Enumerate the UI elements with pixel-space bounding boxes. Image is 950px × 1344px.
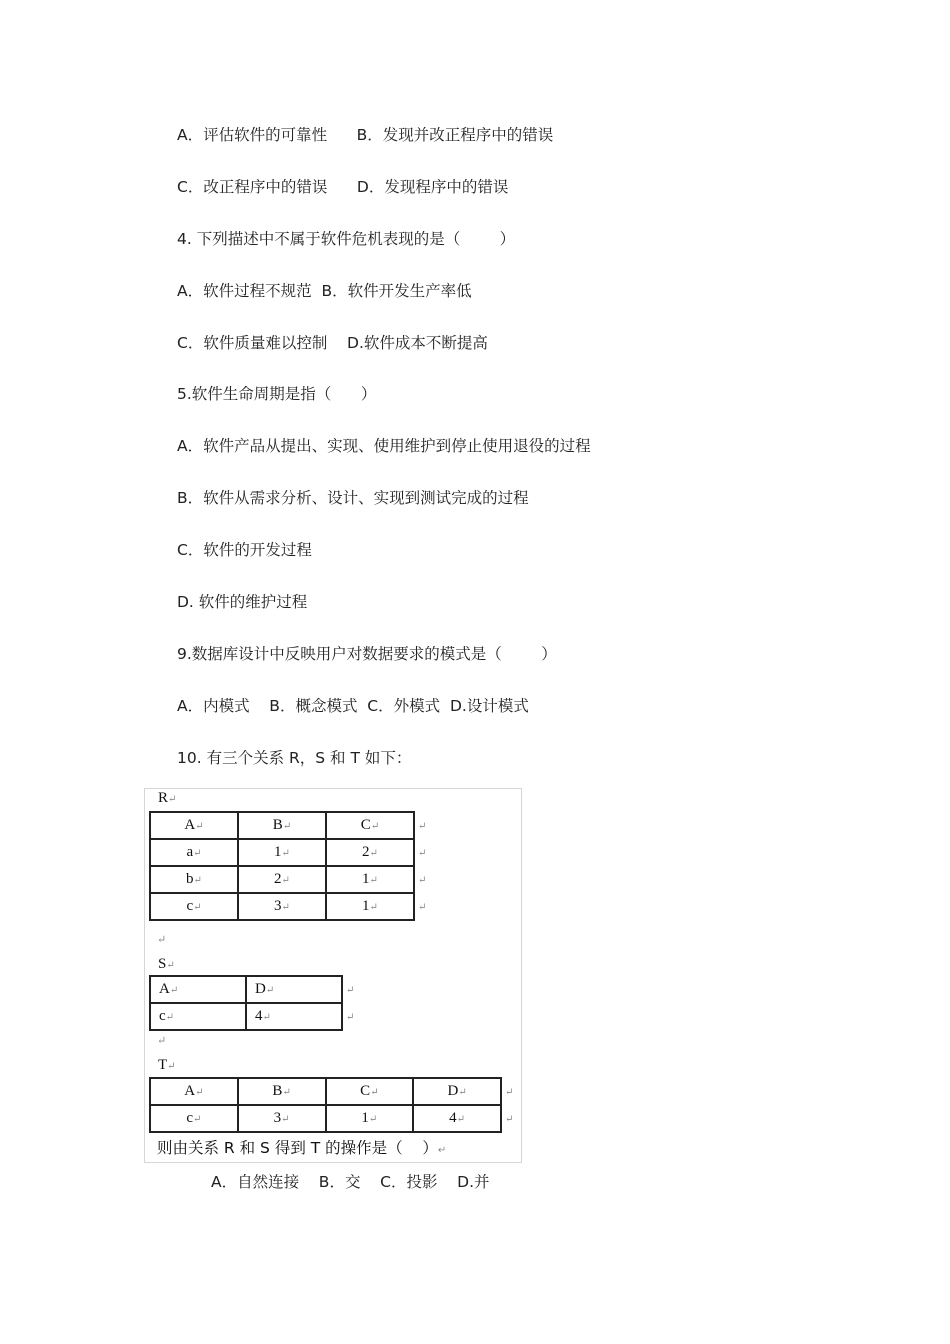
cell-value: A <box>159 981 170 997</box>
relation-s-label: S↵ <box>158 956 175 972</box>
cell-value: 4 <box>449 1110 457 1126</box>
q5-option-d: D. 软件的维护过程 <box>177 593 308 611</box>
cell-value: c <box>159 1008 166 1024</box>
cell-value: B <box>272 1083 283 1099</box>
cell-mark: ↵ <box>456 1114 466 1125</box>
table-cell <box>413 1105 501 1132</box>
cell-mark: ↵ <box>458 1087 467 1098</box>
q9-stem: 9.数据库设计中反映用户对数据要求的模式是（ ） <box>177 645 557 663</box>
cell-value: B <box>272 817 283 833</box>
relation-s-table <box>149 975 362 1031</box>
table-cell <box>150 1078 238 1105</box>
table-cell <box>246 1003 342 1030</box>
table-cell <box>326 839 414 866</box>
table-cell <box>413 1078 501 1105</box>
row-mark: ↵ <box>418 875 427 886</box>
table-cell <box>238 1078 326 1105</box>
cell-value: b <box>186 871 194 887</box>
table-cell <box>326 812 414 839</box>
q10-options: A．自然连接 B．交 C．投影 D.并 <box>211 1173 490 1191</box>
table-cell <box>326 893 414 920</box>
cell-value: C <box>360 1083 371 1099</box>
cell-value: a <box>186 844 194 860</box>
row-end-mark <box>342 976 361 1003</box>
row-mark: ↵ <box>505 1087 514 1098</box>
cell-mark: ↵ <box>265 985 275 996</box>
q5-option-a: A．软件产品从提出、实现、使用维护到停止使用退役的过程 <box>177 437 591 455</box>
cell-mark: ↵ <box>193 902 202 913</box>
q5-option-b: B．软件从需求分析、设计、实现到测试完成的过程 <box>177 489 529 507</box>
row-end-mark <box>414 893 433 920</box>
row-mark: ↵ <box>346 1012 355 1023</box>
cell-value: 1 <box>362 898 370 914</box>
cell-mark: ↵ <box>281 848 290 859</box>
cell-mark: ↵ <box>369 902 378 913</box>
table-row <box>150 839 433 866</box>
q5-option-c: C．软件的开发过程 <box>177 541 312 559</box>
cell-mark: ↵ <box>369 875 378 886</box>
paragraph-mark: ↵ <box>157 1035 167 1047</box>
cell-value: 2 <box>274 871 282 887</box>
cell-mark: ↵ <box>193 1114 202 1125</box>
table-cell <box>326 866 414 893</box>
row-end-mark <box>342 1003 361 1030</box>
cell-mark: ↵ <box>195 821 204 832</box>
row-end-mark <box>501 1078 520 1105</box>
table-row <box>150 1105 520 1132</box>
cell-value: c <box>186 898 194 914</box>
q10-stem: 10. 有三个关系 R，S 和 T 如下： <box>177 749 412 767</box>
row-mark: ↵ <box>346 985 355 996</box>
cell-mark: ↵ <box>282 821 292 832</box>
table-row <box>150 866 433 893</box>
row-end-mark <box>501 1105 520 1132</box>
cell-mark: ↵ <box>282 1087 291 1098</box>
cell-value: D <box>447 1083 459 1099</box>
table-cell <box>238 866 326 893</box>
cell-value: 1 <box>274 844 282 860</box>
table-cell <box>238 1105 326 1132</box>
cell-value: 3 <box>273 1110 282 1126</box>
cell-value: 3 <box>274 898 282 914</box>
table-row <box>150 1078 520 1105</box>
table-cell <box>326 1078 414 1105</box>
q4-options-ab: A．软件过程不规范 B．软件开发生产率低 <box>177 282 472 300</box>
cell-mark: ↵ <box>195 1087 204 1098</box>
table-cell <box>238 839 326 866</box>
q3-options-cd: C．改正程序中的错误 D．发现程序中的错误 <box>177 178 509 196</box>
table-row <box>150 893 433 920</box>
cell-mark: ↵ <box>193 848 202 859</box>
relation-r-label: R↵ <box>158 790 177 806</box>
table-row <box>150 1003 361 1030</box>
relation-t-label: T↵ <box>158 1057 176 1073</box>
cell-mark: ↵ <box>370 821 380 832</box>
relation-r-table <box>149 811 434 921</box>
cell-value: A <box>184 817 196 833</box>
row-mark: ↵ <box>418 848 427 859</box>
row-end-mark <box>414 812 433 839</box>
table-cell <box>150 976 246 1003</box>
table-cell <box>150 866 238 893</box>
row-mark: ↵ <box>505 1114 514 1125</box>
cell-mark: ↵ <box>281 902 290 913</box>
row-end-mark <box>414 839 433 866</box>
table-row <box>150 976 361 1003</box>
cell-value: c <box>186 1110 194 1126</box>
paragraph-mark: ↵ <box>157 934 167 946</box>
cell-mark: ↵ <box>369 848 378 859</box>
cell-value: 1 <box>362 871 370 887</box>
cell-value: A <box>184 1083 196 1099</box>
table-cell <box>150 812 238 839</box>
cell-value: C <box>360 817 371 833</box>
cell-mark: ↵ <box>193 875 202 886</box>
table-cell <box>238 812 326 839</box>
table-cell <box>238 893 326 920</box>
table-cell <box>246 976 342 1003</box>
cell-value: 4 <box>255 1008 263 1024</box>
q10-question: 则由关系 R 和 S 得到 T 的操作是（ ）↵ <box>157 1139 447 1157</box>
q4-stem: 4. 下列描述中不属于软件危机表现的是（ ） <box>177 230 516 248</box>
cell-value: D <box>255 981 266 997</box>
q4-options-cd: C．软件质量难以控制 D.软件成本不断提高 <box>177 334 488 352</box>
cell-value: 2 <box>362 844 370 860</box>
cell-value: 1 <box>361 1110 369 1126</box>
row-end-mark <box>414 866 433 893</box>
table-cell <box>150 1003 246 1030</box>
cell-mark: ↵ <box>281 1114 290 1125</box>
cell-mark: ↵ <box>281 875 290 886</box>
row-mark: ↵ <box>418 821 427 832</box>
table-row <box>150 812 433 839</box>
q9-options: A．内模式 B．概念模式 C．外模式 D.设计模式 <box>177 697 529 715</box>
relation-t-table <box>149 1077 521 1133</box>
cell-mark: ↵ <box>370 1087 379 1098</box>
cell-mark: ↵ <box>165 1012 175 1023</box>
q3-options-ab: A．评估软件的可靠性 B．发现并改正程序中的错误 <box>177 126 554 144</box>
table-cell <box>150 839 238 866</box>
row-mark: ↵ <box>418 902 427 913</box>
relations-figure <box>144 788 522 1163</box>
q5-stem: 5.软件生命周期是指（ ） <box>177 385 377 403</box>
cell-mark: ↵ <box>262 1012 271 1023</box>
table-cell <box>326 1105 414 1132</box>
table-cell <box>150 1105 238 1132</box>
table-cell <box>150 893 238 920</box>
cell-mark: ↵ <box>169 985 179 996</box>
cell-mark: ↵ <box>368 1114 378 1125</box>
